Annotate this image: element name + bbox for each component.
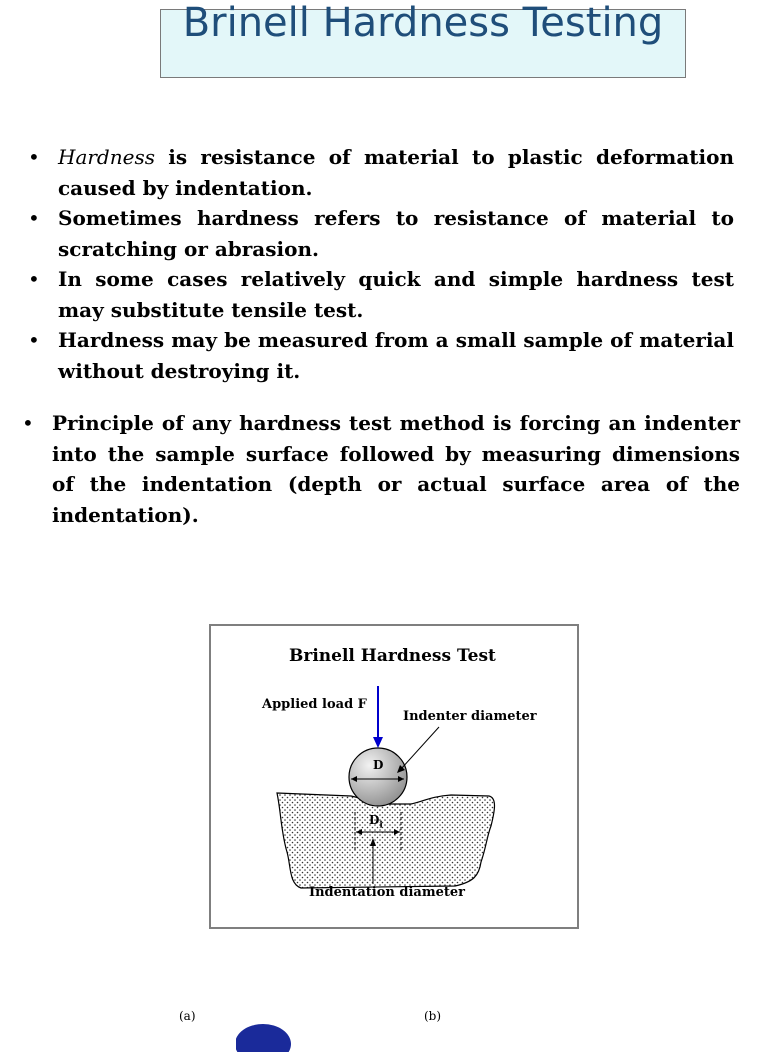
definition-bullets bbox=[28, 142, 734, 386]
indent-d-letter: D bbox=[369, 813, 380, 827]
bullet-item bbox=[28, 325, 734, 386]
bullet-dot: • bbox=[28, 267, 40, 291]
bullet-text: In some cases relatively quick and simple hardness test may substitute tensile test. bbox=[58, 267, 734, 322]
bullet-dot: • bbox=[28, 328, 40, 352]
ball-d-label: D bbox=[373, 758, 384, 772]
bullet-text: Hardness may be measured from a small sample of material without destroying it. bbox=[58, 328, 734, 383]
indent-d-subscript: i bbox=[379, 820, 383, 831]
bullet-dot: • bbox=[22, 411, 34, 435]
bullet-item bbox=[28, 142, 734, 203]
indenter-diameter-label: Indenter diameter bbox=[403, 709, 537, 724]
brinell-diagram-art bbox=[211, 626, 577, 927]
applied-load-label: Applied load F bbox=[262, 697, 367, 712]
bullet-item bbox=[28, 264, 734, 325]
subfigure-b-label: (b) bbox=[424, 1009, 442, 1023]
bullet-item bbox=[22, 408, 740, 530]
indent-d-label bbox=[369, 813, 383, 830]
indentation-diameter-label: Indentation diameter bbox=[309, 885, 465, 900]
figure-title: Brinell Hardness Test bbox=[289, 646, 496, 666]
indenter-leader bbox=[401, 727, 439, 769]
bullet-text: is resistance of material to plastic deformation caused by indentation. bbox=[58, 145, 734, 200]
specimen-sample bbox=[277, 793, 495, 888]
bullet-dot: • bbox=[28, 145, 40, 169]
principle-bullets bbox=[22, 408, 740, 530]
bullet-dot: • bbox=[28, 206, 40, 230]
bullet-item bbox=[28, 203, 734, 264]
slide-title: Brinell Hardness Testing bbox=[182, 0, 664, 46]
brinell-diagram bbox=[209, 624, 579, 929]
subfigure-a-label: (a) bbox=[179, 1009, 196, 1023]
bullet-italic-lead: Hardness bbox=[58, 145, 155, 169]
title-box bbox=[160, 0, 686, 78]
bullet-text: Sometimes hardness refers to resistance of material to scratching or abrasion. bbox=[58, 206, 734, 261]
subfigure-a-ball bbox=[236, 1012, 296, 1052]
principle-text: Principle of any hardness test method is forcing an indenter into the sample surface followed by measuring dimensions of the indentation (depth or actual surface area of the indentation). bbox=[52, 411, 740, 527]
